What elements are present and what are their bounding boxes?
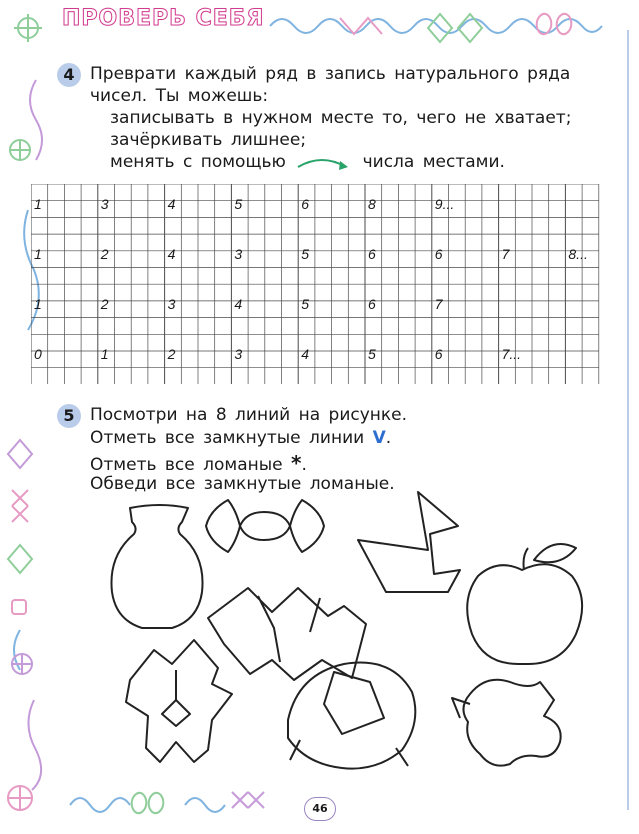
grid-number: 3 — [234, 246, 243, 263]
grid-number: 7 — [501, 246, 510, 263]
grid-number: 3 — [167, 296, 176, 313]
task5-line-3-text: Отметь все ломаные — [90, 455, 283, 475]
task5-line-4: Обведи все замкнутые ломаные. — [90, 474, 395, 494]
grid-number: 1 — [100, 346, 109, 363]
grid-number: 6 — [368, 246, 376, 263]
task5-line-1: Посмотри на 8 линий на рисунке. — [90, 405, 408, 425]
grid-number: 2 — [100, 296, 109, 313]
grid-number: 2 — [167, 346, 176, 363]
swap-text-before: менять с помощью — [110, 152, 286, 172]
fish-figure — [452, 680, 561, 766]
grid-number: 1 — [34, 196, 42, 212]
swap-text-after: числа местами. — [362, 152, 505, 172]
grid-number: 6 — [301, 196, 309, 212]
grid-number: 1 — [34, 246, 42, 263]
task4-line-3: записывать в нужном месте то, чего не хватает; — [110, 108, 572, 128]
grid-number: 8... — [568, 246, 588, 263]
grid-number: 4 — [234, 296, 243, 313]
grid-number: 5 — [368, 346, 376, 363]
task-number-badge: 5 — [57, 404, 81, 428]
grid-number: 4 — [301, 346, 309, 363]
grid-number: 6 — [368, 296, 376, 313]
check-mark-icon: V — [372, 428, 386, 448]
grid-number: 4 — [167, 196, 176, 212]
task4-line-4: зачёркивать лишнее; — [110, 130, 307, 150]
grid-number: 6 — [434, 346, 443, 363]
grid-number: 3 — [100, 196, 109, 212]
grid-number: 8 — [368, 196, 376, 212]
grid-number: 2 — [100, 246, 109, 263]
grid-number: 3 — [234, 346, 243, 363]
grid-number: 7... — [501, 346, 522, 363]
grid-number: 1 — [34, 296, 42, 313]
grid-number: 6 — [434, 246, 443, 263]
section-title: ПРОВЕРЬ СЕБЯ — [62, 6, 265, 31]
task4-line-1: Преврати каждый ряд в запись натурального ряда — [90, 64, 571, 84]
task-number-badge: 4 — [57, 63, 81, 87]
grid-number: 5 — [234, 196, 243, 212]
grid-number: 9... — [434, 196, 455, 212]
grid-number: 7 — [434, 296, 443, 313]
task4-line-2: чисел. Ты можешь: — [90, 86, 269, 106]
apple-figure — [467, 544, 582, 664]
boat-figure — [358, 492, 460, 592]
grid-number: 4 — [167, 246, 176, 263]
grid-number: 5 — [301, 246, 309, 263]
grid-number: 5 — [301, 296, 309, 313]
leaf-figure — [126, 640, 232, 762]
task5-line-2: Отметь все замкнутые линии V. — [90, 428, 392, 448]
asterisk-icon: * — [291, 451, 302, 475]
vase-figure — [111, 505, 202, 628]
task5-line-3: Отметь все ломаные *. — [90, 451, 307, 475]
folded-figure — [208, 588, 366, 680]
candy-figure — [206, 500, 324, 552]
task5-line-2-text: Отметь все замкнутые линии — [90, 428, 365, 448]
grid-number: 0 — [34, 346, 42, 363]
page-number: 46 — [304, 797, 336, 821]
